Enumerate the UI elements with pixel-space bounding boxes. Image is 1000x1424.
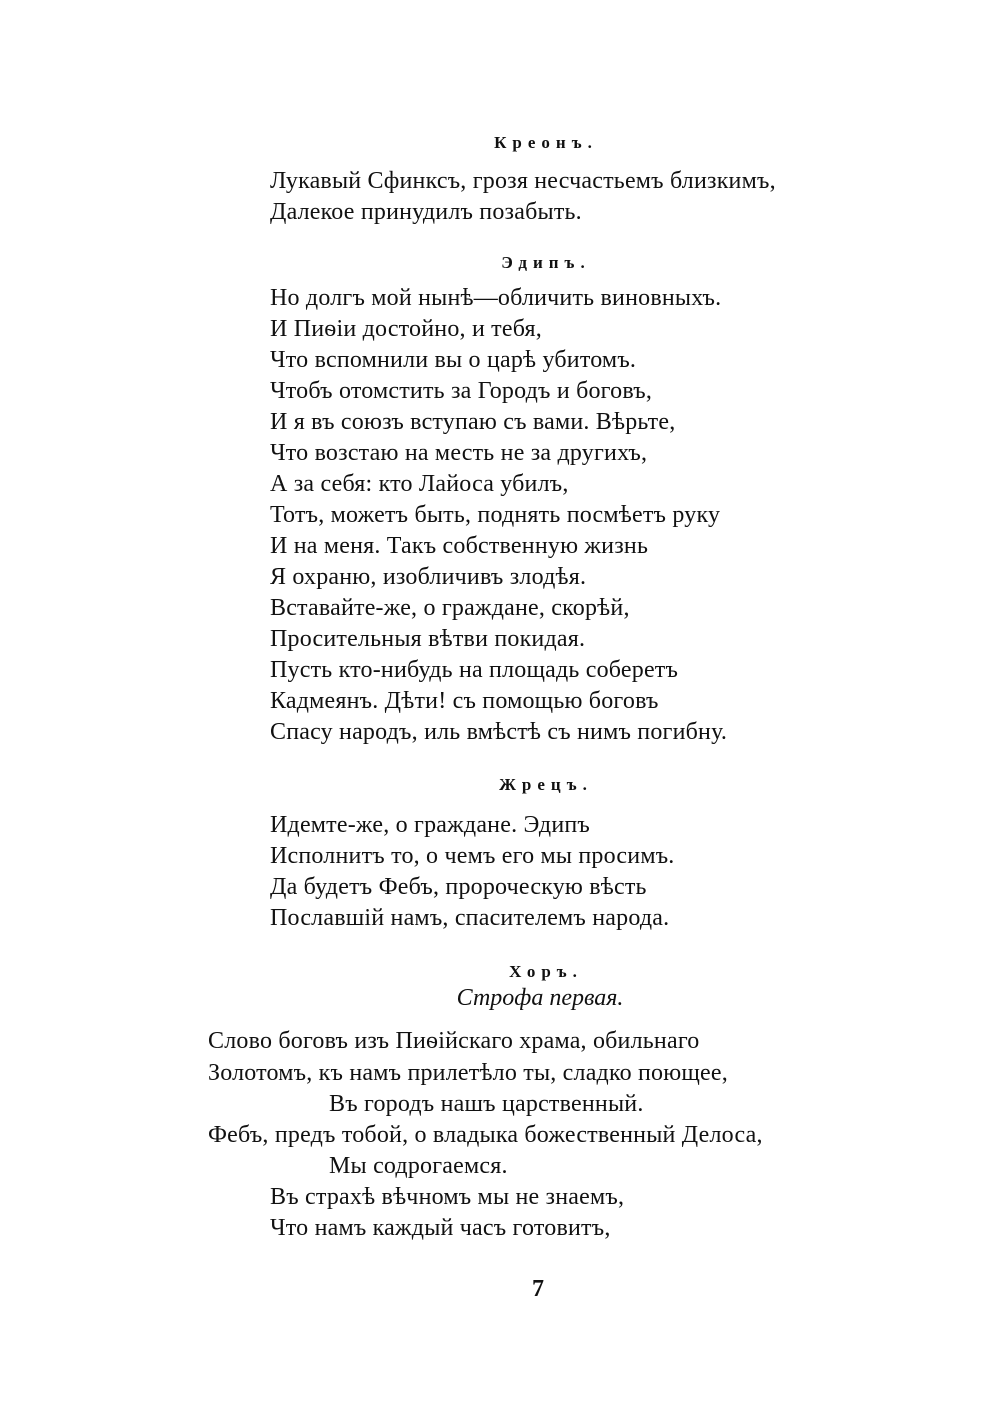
verse-line: Тотъ, можетъ быть, поднять посмѣетъ руку: [270, 502, 721, 528]
verse-line: Но долгъ мой нынѣ—обличить виновныхъ.: [270, 285, 722, 311]
verse-line: Въ городъ нашъ царственный.: [329, 1091, 644, 1117]
verse-line: Золотомъ, къ намъ прилетѣло ты, сладко поющее,: [208, 1060, 728, 1086]
speaker-hor: Хоръ.: [509, 962, 583, 981]
verse-line: Исполнитъ то, о чемъ его мы просимъ.: [270, 843, 675, 869]
verse-line: Спасу народъ, иль вмѣстѣ съ нимъ погибну.: [270, 719, 728, 745]
verse-line: Да будетъ Фебъ, пророческую вѣсть: [270, 874, 647, 900]
verse-line: Въ страхѣ вѣчномъ мы не знаемъ,: [270, 1184, 625, 1210]
verse-line: Я охраню, изобличивъ злодѣя.: [270, 564, 587, 590]
verse-line: Пославшій намъ, спасителемъ народа.: [270, 905, 670, 931]
verse-line: Пусть кто-нибудь на площадь соберетъ: [270, 657, 679, 683]
verse-line: Кадмеянъ. Дѣти! съ помощью боговъ: [270, 688, 659, 714]
verse-line: Мы содрогаемся.: [329, 1153, 508, 1179]
speaker-kreon: Креонъ.: [494, 133, 598, 152]
verse-line: Чтобъ отомстить за Городъ и боговъ,: [270, 378, 653, 404]
verse-line: Идемте-же, о граждане. Эдипъ: [270, 812, 591, 838]
verse-line: Лукавый Сфинксъ, грозя несчастьемъ близкимъ,: [270, 168, 776, 194]
speaker-edip: Эдипъ.: [501, 253, 591, 272]
verse-line: Что возстаю на месть не за другихъ,: [270, 440, 648, 466]
verse-line: Вставайте-же, о граждане, скорѣй,: [270, 595, 630, 621]
verse-line: И Пиѳіи достойно, и тебя,: [270, 316, 542, 342]
verse-line: Просительныя вѣтви покидая.: [270, 626, 586, 652]
strophe-heading: Строфа первая.: [456, 985, 624, 1011]
verse-line: Фебъ, предъ тобой, о владыка божественный Делоса,: [208, 1122, 763, 1148]
verse-line: И на меня. Такъ собственную жизнь: [270, 533, 649, 559]
page-number: 7: [532, 1276, 544, 1302]
verse-line: И я въ союзъ вступаю съ вами. Вѣрьте,: [270, 409, 676, 435]
speaker-zhrec: Жрецъ.: [499, 775, 593, 794]
verse-line: А за себя: кто Лайоса убилъ,: [270, 471, 569, 497]
verse-line: Что намъ каждый часъ готовитъ,: [270, 1215, 611, 1241]
verse-line: Далекое принудилъ позабыть.: [270, 199, 582, 225]
verse-line: Что вспомнили вы о царѣ убитомъ.: [270, 347, 637, 373]
verse-line: Слово боговъ изъ Пиѳійскаго храма, обильнаго: [208, 1028, 700, 1054]
